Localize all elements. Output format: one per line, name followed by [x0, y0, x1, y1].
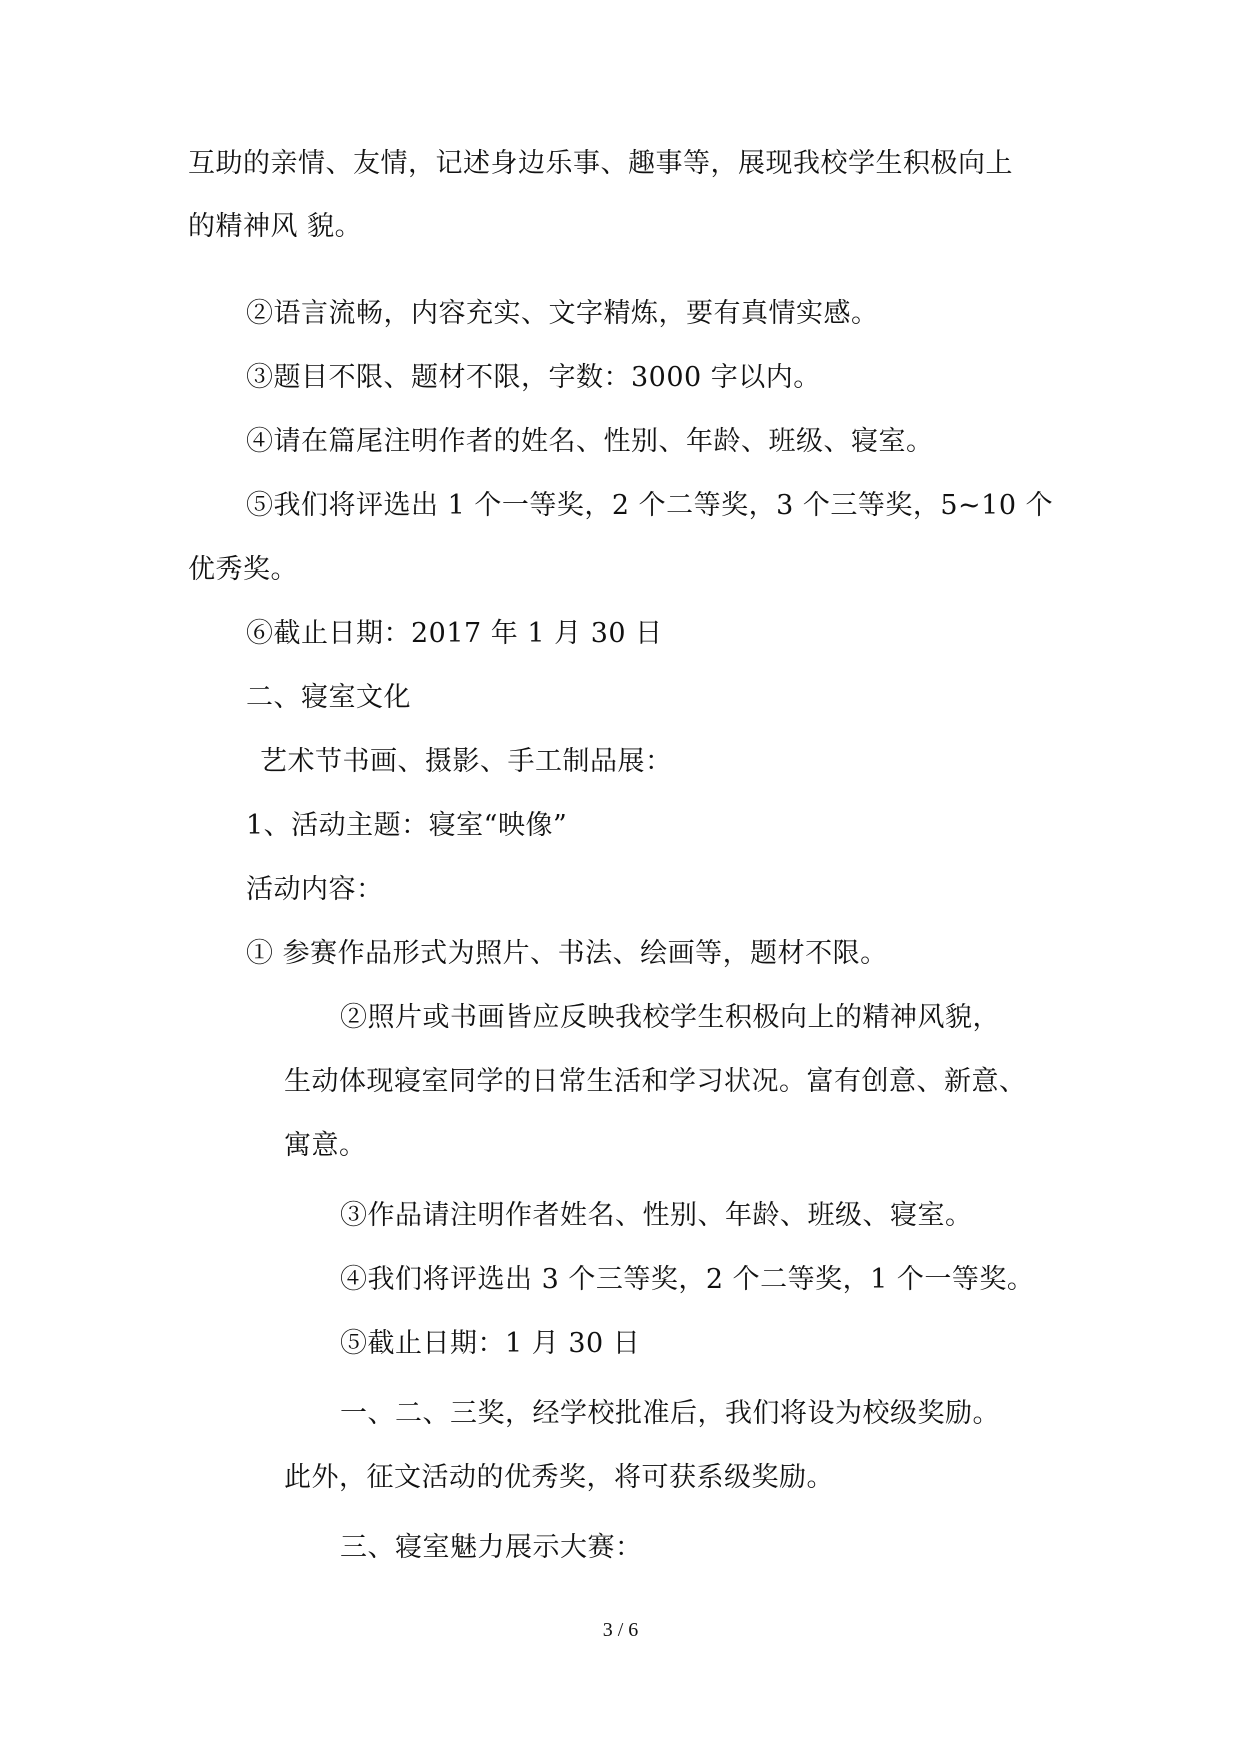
paragraph-line: ④我们将评选出 3 个三等奖，2 个二等奖，1 个一等奖。	[340, 1264, 1035, 1295]
paragraph-line: 一、二、三奖，经学校批准后，我们将设为校级奖励。	[340, 1398, 1000, 1429]
paragraph-line: ⑥截止日期：2017 年 1 月 30 日	[246, 618, 663, 649]
paragraph-line: ②照片或书画皆应反映我校学生积极向上的精神风貌，	[340, 1002, 1000, 1033]
paragraph-line: 活动内容：	[246, 874, 384, 905]
paragraph-line: ⑤我们将评选出 1 个一等奖，2 个二等奖，3 个三等奖，5~10 个	[246, 490, 1054, 521]
section-heading: 三、寝室魅力展示大赛：	[340, 1532, 643, 1563]
paragraph-line: ⑤截止日期：1 月 30 日	[340, 1328, 641, 1359]
section-heading: 二、寝室文化	[246, 682, 411, 713]
paragraph-line: ②语言流畅，内容充实、文字精炼，要有真情实感。	[246, 298, 879, 329]
paragraph-line: 生动体现寝室同学的日常生活和学习状况。富有创意、新意、	[284, 1066, 1027, 1097]
paragraph-line: ③题目不限、题材不限，字数：3000 字以内。	[246, 362, 821, 393]
paragraph-line: 此外，征文活动的优秀奖，将可获系级奖励。	[284, 1462, 834, 1493]
paragraph-line: ① 参赛作品形式为照片、书法、绘画等，题材不限。	[246, 938, 888, 969]
paragraph-line: ④请在篇尾注明作者的姓名、性别、年龄、班级、寝室。	[246, 426, 934, 457]
page-number: 3 / 6	[602, 1619, 639, 1641]
paragraph-line: 艺术节书画、摄影、手工制品展：	[260, 746, 673, 777]
paragraph-line: 互助的亲情、友情，记述身边乐事、趣事等，展现我校学生积极向上	[188, 148, 1013, 179]
paragraph-line: 寓意。	[284, 1130, 367, 1161]
paragraph-line: 1、活动主题：寝室“映像”	[246, 810, 568, 841]
paragraph-line: 的精神风 貌。	[188, 211, 363, 242]
paragraph-line: ③作品请注明作者姓名、性别、年龄、班级、寝室。	[340, 1200, 973, 1231]
paragraph-line: 优秀奖。	[188, 554, 298, 585]
